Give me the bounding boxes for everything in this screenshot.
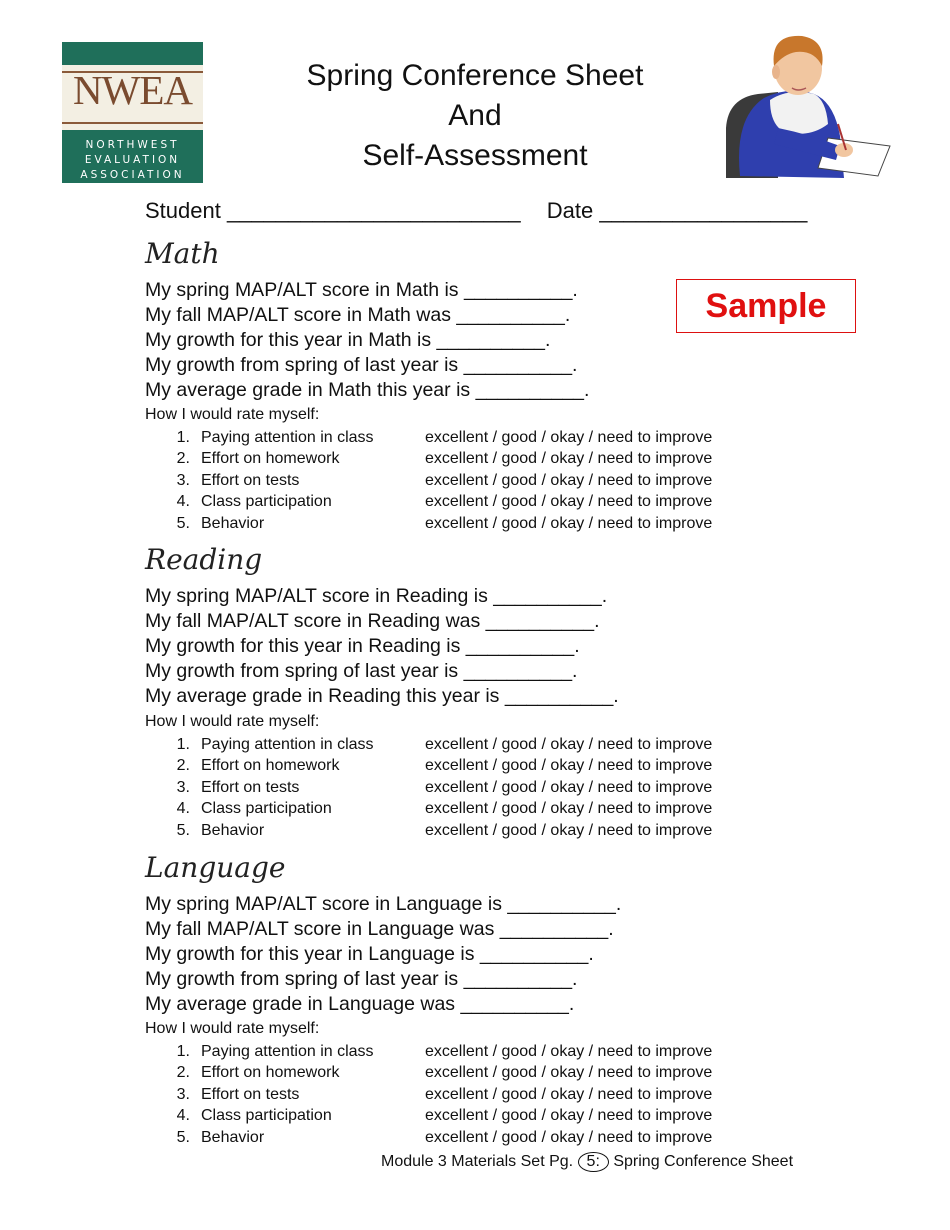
rating-label: Effort on homework [201,1064,340,1082]
rating-number: 5. [176,514,190,532]
question-line: My spring MAP/ALT score in Reading is __________. [145,585,608,607]
student-writing-illustration [718,28,896,178]
student-date-row [145,198,827,224]
rating-label: Paying attention in class [201,1043,374,1060]
question-line: My fall MAP/ALT score in Language was __________. [145,918,614,940]
rating-options[interactable]: excellent / good / okay / need to improve [425,800,713,818]
logo-line-3: ASSOCIATION [80,169,185,181]
question-line: My growth for this year in Reading is __________. [145,635,580,657]
student-field[interactable]: Student ________________________ [145,198,521,223]
logo-line-2: EVALUATION [84,154,181,166]
footer-page-number: 5: [578,1152,609,1172]
rating-number: 1. [176,736,190,753]
rating-label: Paying attention in class [201,429,374,446]
question-line: My average grade in Math this year is __________. [145,379,590,401]
rating-options[interactable]: excellent / good / okay / need to improve [425,429,713,446]
question-line: My spring MAP/ALT score in Language is __________. [145,893,622,915]
rating-label: Behavior [201,821,265,839]
title-line-2: And [448,99,502,132]
rating-label: Paying attention in class [201,736,374,753]
rating-options[interactable]: excellent / good / okay / need to improve [425,1128,713,1146]
rating-label: Effort on tests [201,1085,300,1103]
rating-number: 4. [176,1107,190,1125]
reading-rate-heading: How I would rate myself: [145,713,320,730]
rating-label: Class participation [201,800,332,818]
question-line: My spring MAP/ALT score in Math is __________. [145,279,578,301]
nwea-logo [62,42,203,183]
rating-options[interactable]: excellent / good / okay / need to improve [425,1085,713,1103]
question-line: My growth from spring of last year is __________. [145,660,578,682]
rating-number: 2. [176,450,190,468]
language-questions [145,892,621,1017]
section-title-language: Language [145,851,286,884]
language-rate-heading: How I would rate myself: [145,1020,320,1037]
rating-options[interactable]: excellent / good / okay / need to improve [425,493,713,511]
rating-options[interactable]: excellent / good / okay / need to improve [425,1064,713,1082]
question-line: My average grade in Language was __________. [145,993,575,1015]
rating-number: 1. [176,429,190,446]
rating-options[interactable]: excellent / good / okay / need to improve [425,471,713,489]
rating-label: Class participation [201,493,332,511]
rating-number: 1. [176,1043,190,1060]
sample-stamp: Sample [676,279,856,333]
rating-label: Behavior [201,1128,265,1146]
math-rate-heading: How I would rate myself: [145,406,320,423]
rating-label: Behavior [201,514,265,532]
rating-options[interactable]: excellent / good / okay / need to improve [425,821,713,839]
logo-rule-bottom [62,122,203,124]
section-title-math: Math [145,237,220,270]
rating-label: Effort on homework [201,757,340,775]
question-line: My fall MAP/ALT score in Math was __________. [145,304,571,326]
question-line: My growth from spring of last year is __________. [145,968,578,990]
rating-options[interactable]: excellent / good / okay / need to improve [425,450,713,468]
rating-number: 2. [176,757,190,775]
reading-questions [145,584,619,709]
question-line: My growth for this year in Language is __________. [145,943,594,965]
rating-number: 5. [176,1128,190,1146]
rating-options[interactable]: excellent / good / okay / need to improve [425,736,713,753]
rating-label: Class participation [201,1107,332,1125]
math-questions [145,278,589,403]
rating-number: 3. [176,471,190,489]
question-line: My fall MAP/ALT score in Reading was __________. [145,610,600,632]
date-field[interactable]: Date _________________ [546,198,808,223]
footer-module: Module 3 Materials Set Pg. [381,1153,574,1170]
section-title-reading: Reading [145,543,263,576]
rating-label: Effort on tests [201,778,300,796]
rating-options[interactable]: excellent / good / okay / need to improve [425,514,713,532]
rating-options[interactable]: excellent / good / okay / need to improve [425,1043,713,1060]
page-title [250,56,700,176]
rating-label: Effort on homework [201,450,340,468]
rating-number: 5. [176,821,190,839]
rating-number: 3. [176,1085,190,1103]
rating-label: Effort on tests [201,471,300,489]
rating-options[interactable]: excellent / good / okay / need to improve [425,757,713,775]
rating-options[interactable]: excellent / good / okay / need to improve [425,1107,713,1125]
rating-number: 2. [176,1064,190,1082]
question-line: My growth from spring of last year is __________. [145,354,578,376]
title-line-3: Self-Assessment [362,139,588,172]
logo-line-1: NORTHWEST [85,139,180,151]
question-line: My growth for this year in Math is __________. [145,329,551,351]
rating-number: 4. [176,800,190,818]
question-line: My average grade in Reading this year is __________. [145,685,619,707]
footer-sheet-name: Spring Conference Sheet [613,1153,794,1170]
title-line-1: Spring Conference Sheet [306,59,644,92]
logo-wordmark: NWEA [73,67,192,113]
page-footer [381,1152,793,1172]
rating-options[interactable]: excellent / good / okay / need to improve [425,778,713,796]
rating-number: 4. [176,493,190,511]
rating-number: 3. [176,778,190,796]
